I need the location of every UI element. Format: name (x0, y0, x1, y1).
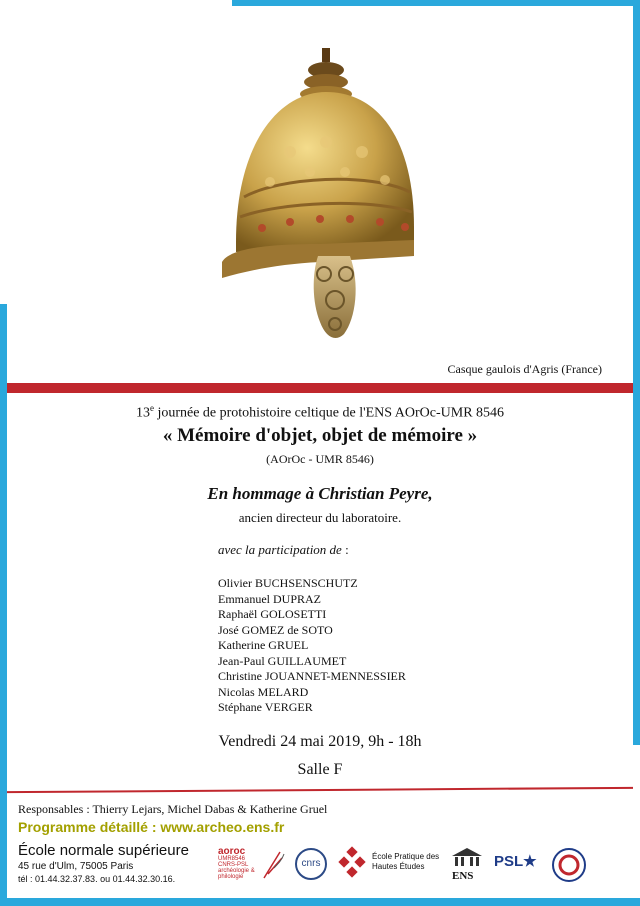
institution-phone: tél : 01.44.32.37.83. ou 01.44.32.30.16. (18, 874, 176, 884)
ens-logo: ENS (452, 870, 474, 882)
event-series-line: 13e journée de protohistoire celtique de l'ENS AOrOc-UMR 8546 (135, 403, 505, 421)
institution-address: 45 rue d'Ulm, 75005 Paris (18, 861, 134, 872)
participant-name: Emmanuel DUPRAZ (218, 591, 321, 606)
participant-name: Stéphane VERGER (218, 700, 313, 714)
label-seal-icon (552, 848, 586, 882)
ens-building-icon (450, 846, 484, 868)
event-room: Salle F (297, 761, 343, 778)
footer-divider (7, 787, 633, 793)
participant-name: José GOMEZ de SOTO (218, 622, 333, 637)
event-date: Vendredi 24 mai 2019, 9h - 18h (218, 733, 422, 750)
top-accent-bar (232, 0, 640, 6)
participant-name: Raphaël GOLOSETTI (218, 607, 327, 621)
participant-list (218, 576, 406, 716)
celtic-helmet-image (200, 12, 440, 367)
event-subtitle: (AOrOc - UMR 8546) (266, 452, 374, 466)
participant-name: Nicolas MELARD (218, 684, 309, 699)
responsables-line: Responsables : Thierry Lejars, Michel Dabas & Katherine Gruel (18, 802, 328, 816)
participant-name: Christine JOUANNET-MENNESSIER (218, 669, 406, 683)
institution-name: École normale supérieure (18, 842, 189, 859)
programme-link[interactable]: Programme détaillé : www.archeo.ens.fr (18, 819, 285, 835)
ephe-emblem-icon (336, 846, 368, 880)
event-title: « Mémoire d'objet, objet de mémoire » (162, 425, 478, 446)
image-caption: Casque gaulois d'Agris (France) (447, 362, 602, 376)
cnrs-logo: cnrs (295, 848, 327, 880)
participation-intro: avec la participation de : (218, 542, 349, 557)
psl-logo: PSL★ (494, 853, 537, 870)
ephe-logo: École Pratique des Hautes Études (372, 852, 440, 871)
red-divider (7, 383, 633, 393)
participant-name: Katherine GRUEL (218, 638, 309, 652)
quill-icon (260, 848, 286, 880)
bottom-accent-bar (0, 898, 640, 906)
participant-name: Jean-Paul GUILLAUMET (218, 653, 347, 668)
left-accent-bar (0, 304, 7, 906)
participant-name: Olivier BUCHSENSCHUTZ (218, 576, 358, 590)
aoroc-logo: aoroc UMR8546 CNRS-PSL archéologie & philologie (218, 846, 288, 882)
tribute-subtitle: ancien directeur du laboratoire. (238, 510, 402, 525)
tribute-title: En hommage à Christian Peyre, (207, 484, 433, 503)
right-accent-bar (633, 0, 640, 745)
